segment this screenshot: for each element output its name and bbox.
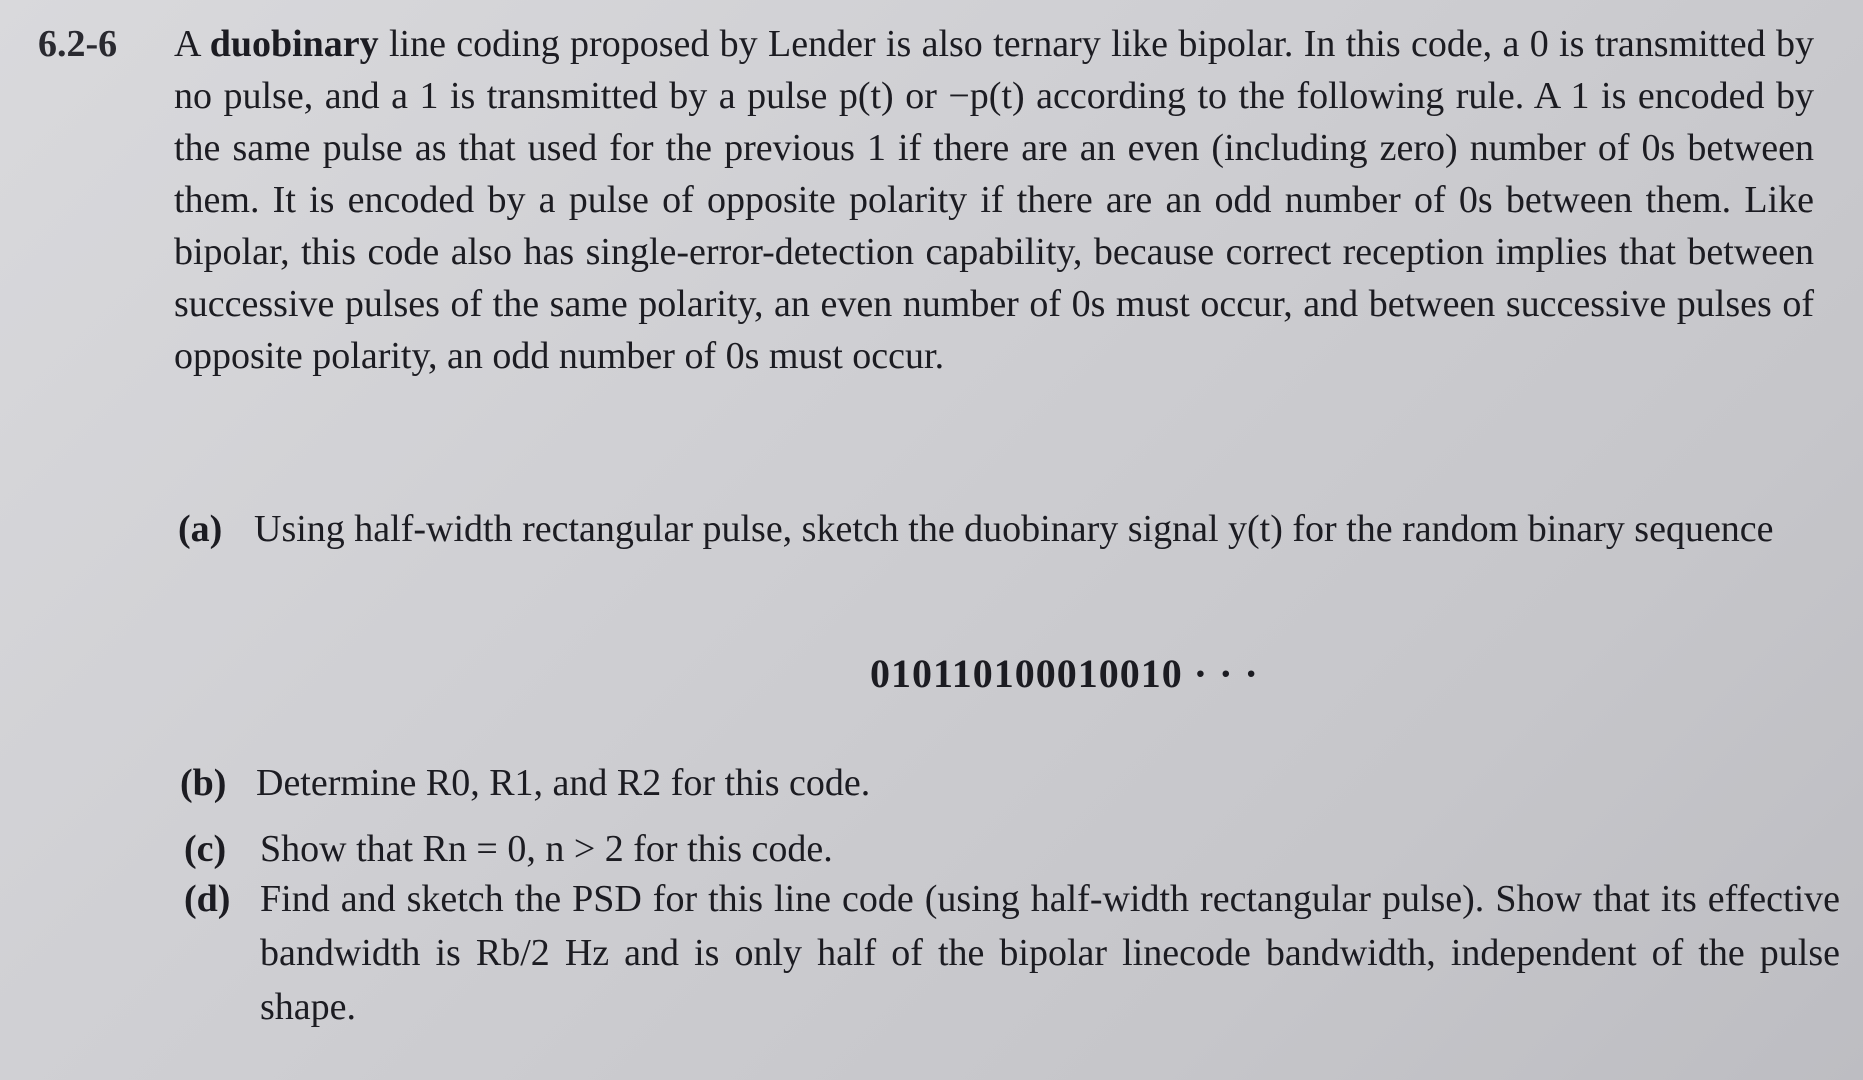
stem-intro: A: [174, 23, 210, 65]
stem-body: line coding proposed by Lender is also ternary like bipolar. In this code, a 0 is transmitted by no pulse, and a 1 is transmitted by a pulse p(t) or −p(t) according to the following rule. A 1 is encoded by the same pulse as that used for the previous 1 if there are an even (including zero) number of 0s between them. It is encoded by a pulse of opposite polarity if there are an odd number of 0s between them. Like bipolar, this code also has single-error-detection capability, because correct reception implies that between successive pulses of the same polarity, an even number of 0s must occur, and between successive pulses of opposite polarity, an odd number of 0s must occur.: [174, 23, 1814, 377]
part-d-text: Find and sketch the PSD for this line code (using half-width rectangular pulse). Show that its effective bandwidth is Rb/2 Hz and is only half of the bipolar linecode bandwidth, independent of the pulse shape.: [260, 878, 1840, 1028]
part-a-label: (a): [178, 508, 223, 550]
part-b: [180, 756, 1780, 810]
part-d: [184, 872, 1844, 1034]
binary-sequence: 010110100010010 · · ·: [870, 651, 1259, 696]
part-a-text: Using half-width rectangular pulse, sketch the duobinary signal y(t) for the random binary sequence: [254, 508, 1774, 550]
part-c-text: Show that Rn = 0, n > 2 for this code.: [260, 828, 833, 870]
part-a: [178, 502, 1828, 556]
part-b-label: (b): [180, 762, 227, 804]
part-c-label: (c): [184, 828, 227, 870]
part-b-text: Determine R0, R1, and R2 for this code.: [256, 762, 871, 804]
part-d-label: (d): [184, 878, 231, 920]
problem-number: 6.2-6: [38, 23, 118, 65]
stem-term: duobinary: [209, 23, 379, 65]
problem-stem: [174, 18, 1814, 382]
part-c: [184, 822, 1784, 876]
